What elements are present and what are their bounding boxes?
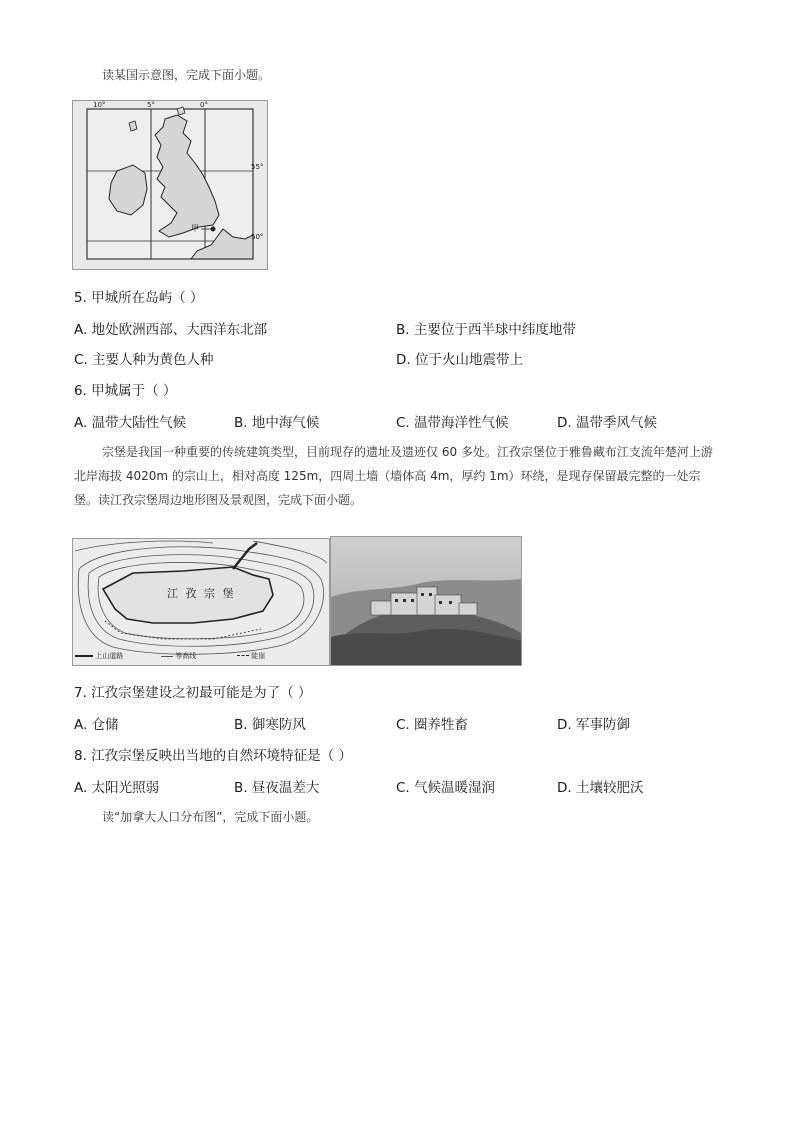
topographic-map [72,538,330,666]
passage-text: 宗堡是我国一种重要的传统建筑类型，目前现存的遗址及遗迹仅 60 多处。江孜宗堡位于雅鲁藏布江支流年楚河上游北岸海拔 4020m 的宗山上，相对高度 125m，四周土墙（墙体高 4m，厚约 1m）环绕，是现存保留最完整的一处宗堡。读江孜宗堡周边地形图及景观图，完成下面小题。 [74,445,713,507]
british-isles-map [72,100,268,270]
map-graphic [73,101,267,269]
q5-option-a: A. 地处欧洲西部、大西洋东北部 [74,322,268,338]
q5-option-b: B. 主要位于西半球中纬度地带 [396,322,576,338]
q7-option-b: B. 御寒防风 [234,717,306,733]
lon-label-0: 0° [200,101,208,109]
contour-graphic [73,539,329,665]
fortress-photo [330,536,522,666]
lat-label-50: 50° [251,233,264,241]
photo-graphic [331,537,521,665]
q8-option-b: B. 昼夜温差大 [234,780,320,796]
legend-road [75,651,123,661]
legend-cliff-label: 陡崖 [251,652,266,660]
cliff-legend-line [237,655,249,657]
legend-road-label: 上山道路 [95,652,124,660]
lat-label-55: 55° [251,163,264,171]
fortress-label: 江 孜 宗 堡 [167,587,236,600]
legend-cliff [237,651,265,661]
q8-option-d: D. 土壤较肥沃 [557,780,644,796]
q6-option-c: C. 温带海洋性气候 [396,415,509,431]
intro-text-3: 读“加拿大人口分布图”，完成下面小题。 [102,810,319,824]
lon-label-10: 10° [93,101,106,109]
q6-option-b: B. 地中海气候 [234,415,320,431]
question-8-stem: 8. 江孜宗堡反映出当地的自然环境特征是（ ） [74,748,352,764]
road-legend-line [75,655,93,657]
legend-contour [161,651,196,661]
q8-option-a: A. 太阳光照弱 [74,780,160,796]
q6-option-d: D. 温带季风气候 [557,415,657,431]
question-5-stem: 5. 甲城所在岛屿（ ） [74,290,204,306]
q7-option-c: C. 圈养牲畜 [396,717,469,733]
intro-text-1: 读某国示意图，完成下面小题。 [102,68,271,82]
q5-option-c: C. 主要人种为黄色人种 [74,352,214,368]
q6-option-a: A. 温带大陆性气候 [74,415,187,431]
question-6-stem: 6. 甲城属于（ ） [74,383,177,399]
legend-contour-label: 等高线 [175,652,197,660]
q5-option-d: D. 位于火山地震带上 [396,352,523,368]
q8-option-c: C. 气候温暖湿润 [396,780,496,796]
contour-legend-line [161,656,173,657]
question-7-stem: 7. 江孜宗堡建设之初最可能是为了（ ） [74,685,312,701]
q7-option-d: D. 军事防御 [557,717,630,733]
lon-label-5: 5° [147,101,155,109]
city-jia-label: 甲 [191,224,199,233]
q7-option-a: A. 仓储 [74,717,119,733]
